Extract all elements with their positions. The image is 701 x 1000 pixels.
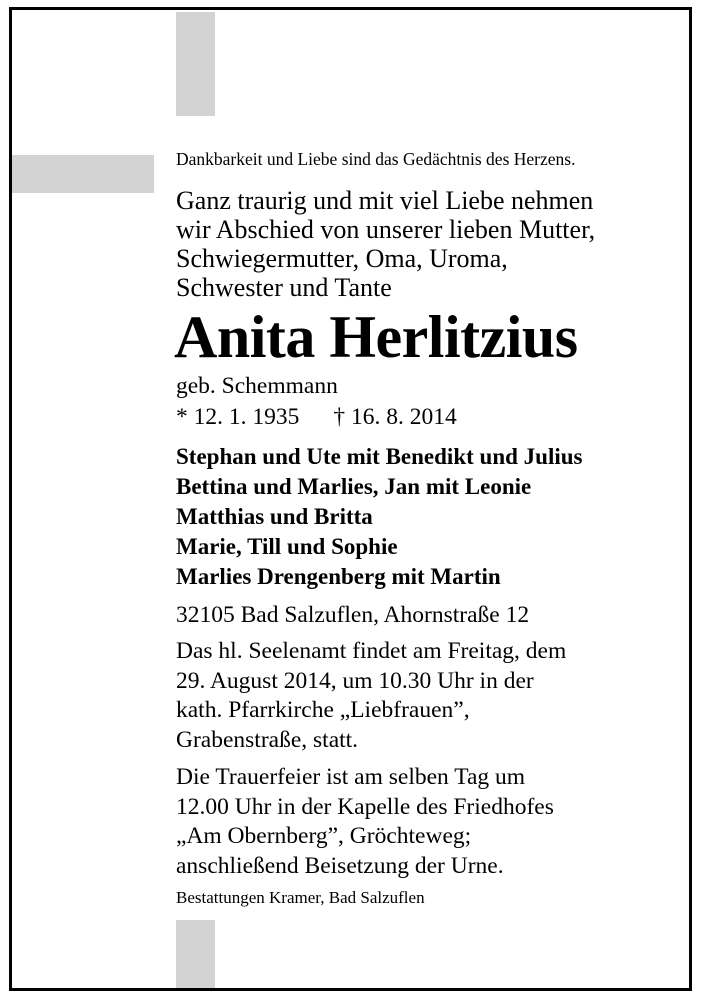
funeral-line: Die Trauerfeier ist am selben Tag um xyxy=(176,764,526,790)
birth-name: geb. Schemmann xyxy=(176,373,338,399)
obituary-content xyxy=(176,148,671,909)
intro-line: Ganz traurig und mit viel Liebe nehmen xyxy=(176,186,594,215)
requiem-line: Das hl. Seelenamt findet am Freitag, dem xyxy=(176,638,567,664)
mourner-line: Marie, Till und Sophie xyxy=(176,534,398,559)
mourner-line: Bettina und Marlies, Jan mit Leonie xyxy=(176,474,532,499)
deceased-name: Anita Herlitzius xyxy=(174,304,578,370)
cross-bottom-beam xyxy=(176,920,215,988)
intro-line: Schwester und Tante xyxy=(176,273,392,302)
death-date: † 16. 8. 2014 xyxy=(333,404,457,430)
motto: Dankbarkeit und Liebe sind das Gedächtnis des Herzens. xyxy=(176,149,576,169)
funeral-line: „Am Obernberg”, Gröchteweg; xyxy=(176,823,472,849)
birth-date: * 12. 1. 1935 xyxy=(176,404,300,430)
intro-text xyxy=(176,186,671,302)
cross-top-beam xyxy=(176,12,215,116)
mourner-line: Matthias und Britta xyxy=(176,504,373,529)
intro-line: Schwiegermutter, Oma, Uroma, xyxy=(176,244,508,273)
requiem-line: Grabenstraße, statt. xyxy=(176,726,359,753)
intro-line: wir Abschied von unserer lieben Mutter, xyxy=(176,215,596,244)
life-dates xyxy=(176,402,671,432)
requiem-info xyxy=(176,637,671,755)
funeral-info xyxy=(176,763,671,881)
mourners-list xyxy=(176,442,671,592)
requiem-line: kath. Pfarrkirche „Liebfrauen”, xyxy=(176,697,470,723)
funeral-line: anschließend Beisetzung der Urne. xyxy=(176,852,504,879)
requiem-line: 29. August 2014, um 10.30 Uhr in der xyxy=(176,667,534,694)
funeral-line: 12.00 Uhr in der Kapelle des Friedhofes xyxy=(176,793,554,820)
mourner-line: Stephan und Ute mit Benedikt und Julius xyxy=(176,444,583,469)
address: 32105 Bad Salzuflen, Ahornstraße 12 xyxy=(176,602,530,628)
cross-arm-beam xyxy=(12,155,154,193)
undertaker: Bestattungen Kramer, Bad Salzuflen xyxy=(176,888,425,907)
mourner-line: Marlies Drengenberg mit Martin xyxy=(176,564,501,589)
